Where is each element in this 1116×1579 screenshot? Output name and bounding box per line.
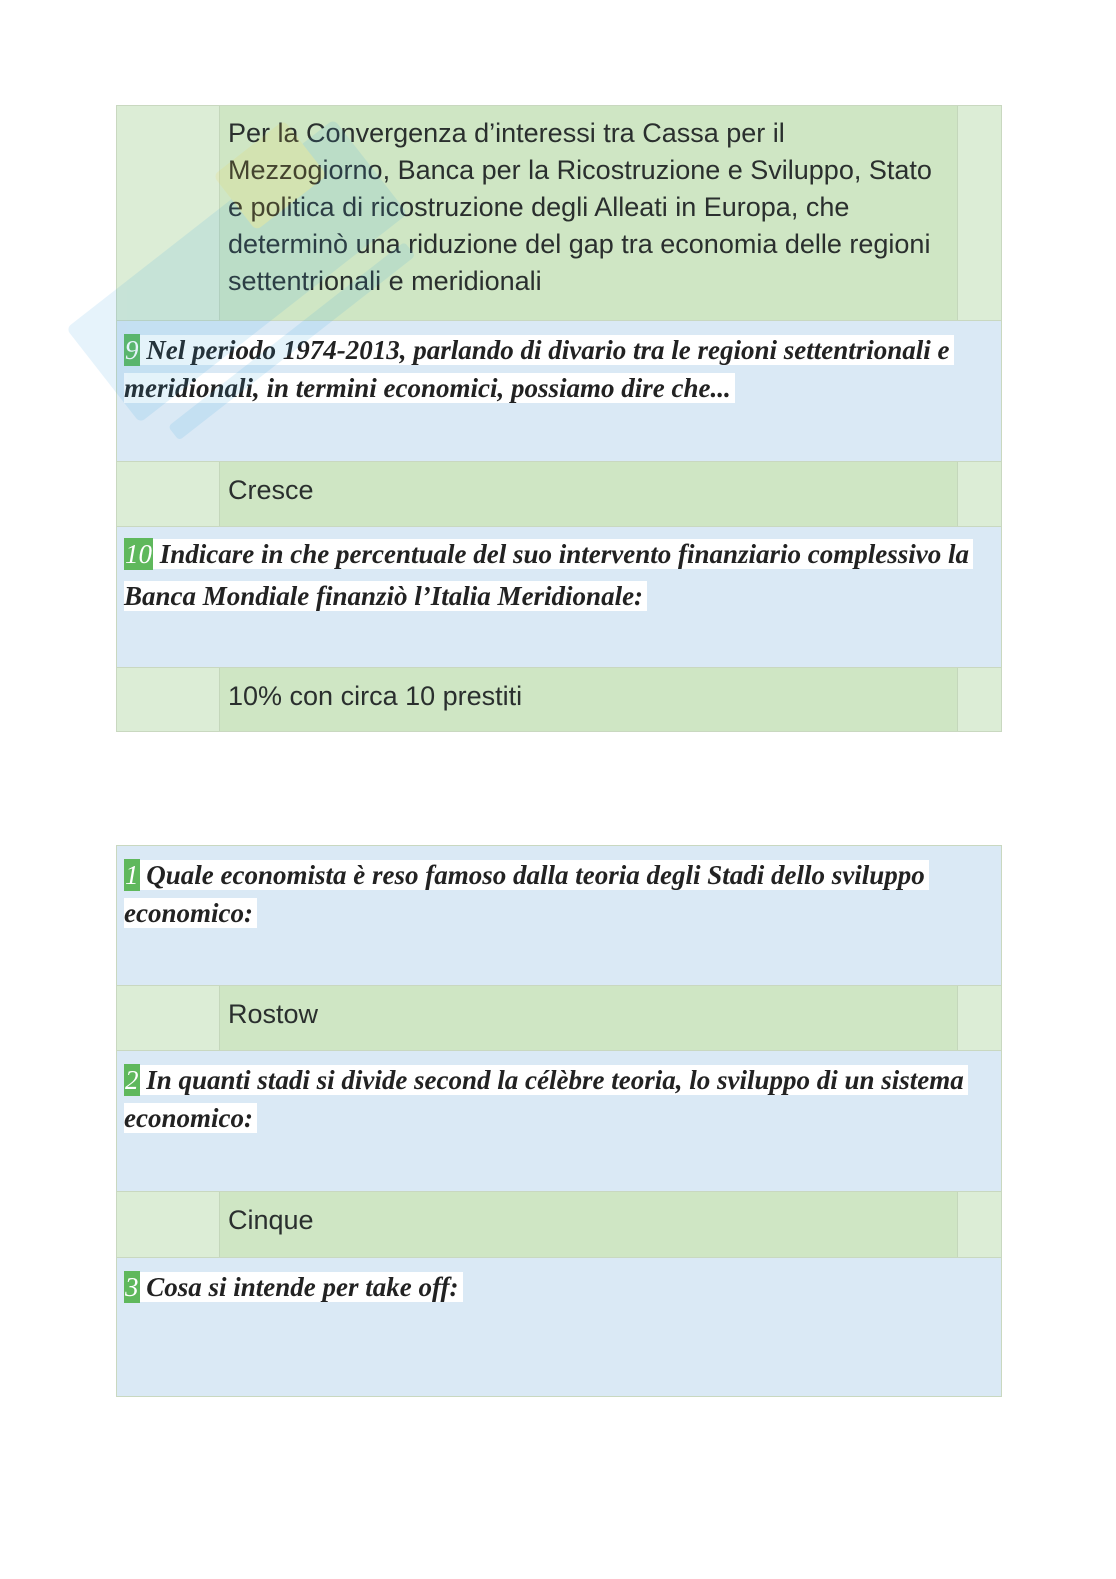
answer-row [117,461,1001,526]
question-row [117,1257,1001,1396]
answer-row [117,1191,1001,1257]
question-row [117,846,1001,985]
question-number: 9 [125,335,139,365]
question-row [117,1050,1001,1191]
answer-text: Cinque [219,1192,958,1257]
answer-text: Per la Convergenza d’interessi tra Cassa per il Mezzogiorno, Banca per la Ricostruzione e Sviluppo, Stato e politica di ricostruzione degli Alleati in Europa, che determinò una riduzione del gap tra economia delle regioni settentrionali e meridionali [219,106,958,320]
question-number: 2 [125,1065,139,1095]
question-number: 1 [125,860,139,890]
answer-row [117,106,1001,320]
question-number: 3 [125,1272,139,1302]
answer-text: Rostow [219,986,958,1050]
question-text: 2 In quanti stadi si divide second la célèbre teoria, lo sviluppo di un sistema economico: [124,1061,993,1137]
question-row [117,320,1001,461]
question-text: 9 Nel periodo 1974-2013, parlando di divario tra le regioni settentrionali e meridionali, in termini economici, possiamo dire che... [124,331,993,407]
answer-row [117,667,1001,731]
question-row [117,526,1001,667]
question-text: 3 Cosa si intende per take off: [124,1268,993,1306]
qa-table-2 [116,845,1002,1397]
qa-table-1 [116,105,1002,732]
answer-row [117,985,1001,1050]
answer-text: Cresce [219,462,958,526]
question-text: 1 Quale economista è reso famoso dalla teoria degli Stadi dello sviluppo economico: [124,856,993,932]
question-text: 10 Indicare in che percentuale del suo intervento finanziario complessivo la Banca Mondiale finanziò l’Italia Meridionale: [124,533,993,617]
answer-text: 10% con circa 10 prestiti [219,668,958,731]
question-number: 10 [125,539,152,569]
